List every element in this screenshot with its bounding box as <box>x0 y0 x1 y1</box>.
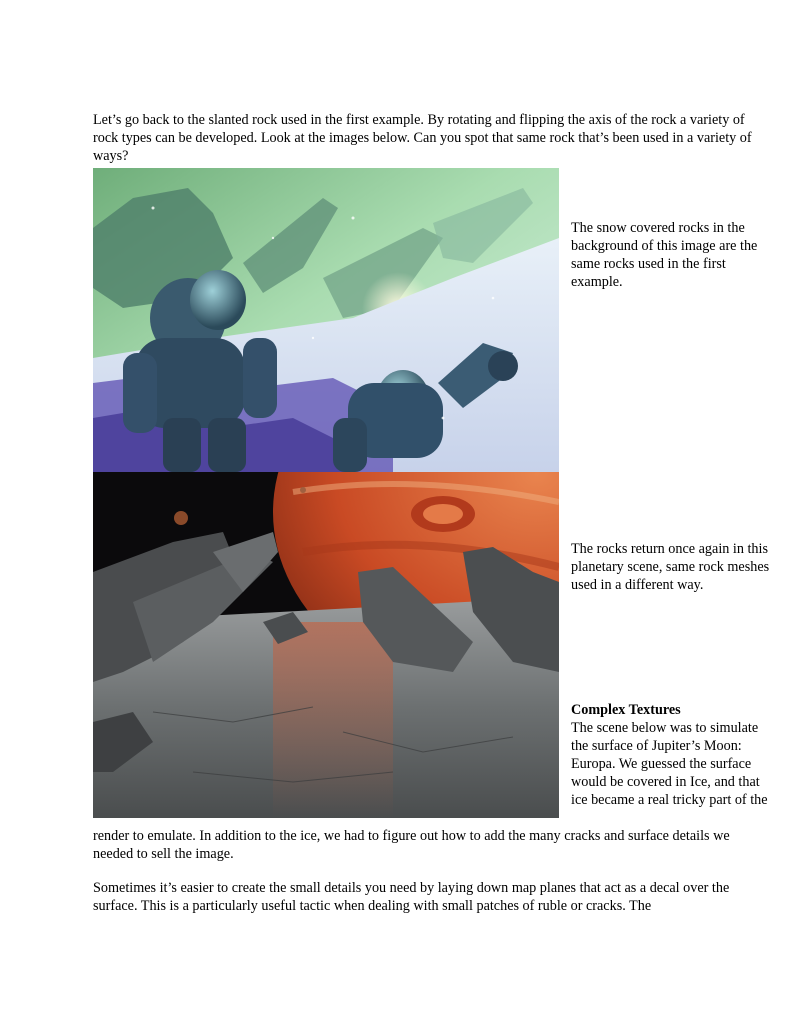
complex-textures-text-continued: render to emulate. In addition to the ice, we had to figure out how to add the many cracks and surface details we needed to sell the image. <box>93 828 730 862</box>
astronauts-caption: The snow covered rocks in the background of this image are the same rocks used in the first example. <box>571 220 758 290</box>
complex-textures-text: The scene below was to simulate the surface of Jupiter’s Moon: Europa. We guessed the surface would be covered in Ice, and that ice became a real tricky part of the <box>571 720 768 808</box>
astronauts-image <box>93 168 559 472</box>
intro-paragraph: Let’s go back to the slanted rock used in the first example. By rotating and flipping the axis of the rock a variety of rock types can be developed. Look at the images below. Can you spot that same rock that’s been used in a variety of ways? <box>93 112 752 164</box>
complex-textures-heading: Complex Textures <box>571 702 681 718</box>
europa-image <box>93 472 559 818</box>
europa-caption: The rocks return once again in this planetary scene, same rock meshes used in a different way. <box>571 541 770 593</box>
map-planes-paragraph: Sometimes it’s easier to create the small details you need by laying down map planes that act as a decal over the surface. This is a particularly useful tactic when dealing with small patches of ruble or cracks. The <box>93 880 730 914</box>
